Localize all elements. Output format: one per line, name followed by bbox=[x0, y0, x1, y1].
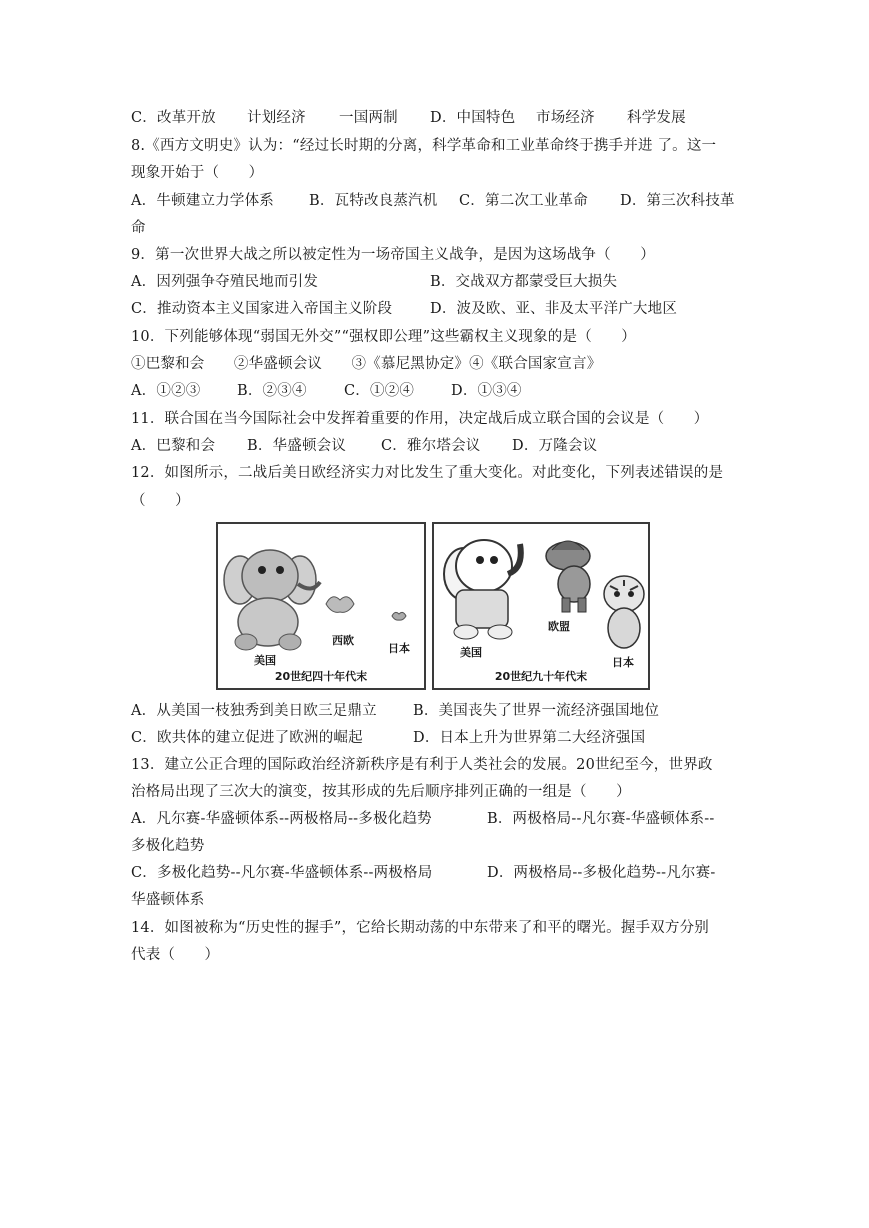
q13-option-b-wrap: 多极化趋势 bbox=[131, 838, 205, 854]
q7-option-d-2: 市场经济 bbox=[536, 110, 595, 126]
caption-1940s: 20世纪四十年代末 bbox=[274, 670, 368, 683]
q14-stem-2: 代表（ ） bbox=[131, 947, 220, 963]
label-western-europe: 西欧 bbox=[332, 634, 354, 647]
q13-option-b: B．两极格局--凡尔赛-华盛顿体系-- bbox=[487, 811, 715, 827]
q12-option-a: A．从美国一枝独秀到美日欧三足鼎立 bbox=[131, 703, 377, 719]
q9-option-a: A．因列强争夺殖民地而引发 bbox=[131, 274, 319, 290]
q8-option-d-wrap: 命 bbox=[131, 220, 146, 236]
q7-option-c-1: C．改革开放 bbox=[131, 110, 216, 126]
q13-stem-1: 13．建立公正合理的国际政治经济新秩序是有利于人类社会的发展。20世纪至今，世界政 bbox=[131, 757, 713, 773]
q9-stem: 9．第一次世界大战之所以被定性为一场帝国主义战争，是因为这场战争（ ） bbox=[131, 247, 655, 263]
q10-option-d: D．①③④ bbox=[451, 383, 522, 399]
q11-option-a: A．巴黎和会 bbox=[131, 438, 216, 454]
q7-option-d-3: 科学发展 bbox=[627, 110, 686, 126]
q14-stem-1: 14．如图被称为“历史性的握手”，它给长期动荡的中东带来了和平的曙光。握手双方分别 bbox=[131, 920, 709, 936]
label-usa-1940s: 美国 bbox=[254, 654, 276, 667]
label-japan-1940s: 日本 bbox=[388, 642, 410, 655]
figure-panel-1940s bbox=[216, 522, 426, 690]
q13-option-a: A．凡尔赛-华盛顿体系--两极格局--多极化趋势 bbox=[131, 811, 432, 827]
q9-option-b: B．交战双方都蒙受巨大损失 bbox=[430, 274, 618, 290]
q12-figure bbox=[216, 522, 650, 692]
label-usa-1990s: 美国 bbox=[460, 646, 482, 659]
elephant-illustration-small bbox=[218, 524, 424, 688]
q10-stem: 10．下列能够体现“弱国无外交”“强权即公理”这些霸权主义现象的是（ ） bbox=[131, 329, 636, 345]
q10-option-c: C．①②④ bbox=[344, 383, 415, 399]
q13-option-d: D．两极格局--多极化趋势--凡尔赛- bbox=[487, 865, 716, 881]
q7-option-c-2: 计划经济 bbox=[247, 110, 306, 126]
q9-option-d: D．波及欧、亚、非及太平洋广大地区 bbox=[430, 301, 678, 317]
q8-stem-1: 8.《西方文明史》认为：“经过长时期的分离，科学革命和工业革命终于携手并进 了。这一 bbox=[131, 138, 717, 154]
q10-option-a: A．①②③ bbox=[131, 383, 201, 399]
q11-stem: 11．联合国在当今国际社会中发挥着重要的作用，决定战后成立联合国的会议是（ ） bbox=[131, 411, 709, 427]
q9-option-c: C．推动资本主义国家进入帝国主义阶段 bbox=[131, 301, 393, 317]
q7-option-d-1: D．中国特色 bbox=[430, 110, 516, 126]
q7-option-c-3: 一国两制 bbox=[339, 110, 398, 126]
q8-option-c: C．第二次工业革命 bbox=[459, 193, 588, 209]
q13-option-c: C．多极化趋势--凡尔赛-华盛顿体系--两极格局 bbox=[131, 865, 433, 881]
q13-stem-2: 治格局出现了三次大的演变，按其形成的先后顺序排列正确的一组是（ ） bbox=[131, 784, 631, 800]
q8-stem-2: 现象开始于（ ） bbox=[131, 165, 264, 181]
q13-option-d-wrap: 华盛顿体系 bbox=[131, 892, 205, 908]
q12-option-d: D．日本上升为世界第二大经济强国 bbox=[413, 730, 646, 746]
caption-1990s: 20世纪九十年代末 bbox=[494, 670, 588, 683]
q11-option-c: C．雅尔塔会议 bbox=[381, 438, 481, 454]
q10-items: ①巴黎和会 ②华盛顿会议 ③《慕尼黑协定》④《联合国家宣言》 bbox=[131, 356, 602, 372]
q11-option-b: B．华盛顿会议 bbox=[247, 438, 347, 454]
label-japan-1990s: 日本 bbox=[612, 656, 634, 669]
q11-option-d: D．万隆会议 bbox=[512, 438, 598, 454]
q8-option-a: A．牛顿建立力学体系 bbox=[131, 193, 274, 209]
q12-option-b: B．美国丧失了世界一流经济强国地位 bbox=[413, 703, 660, 719]
q8-option-d: D．第三次科技革 bbox=[620, 193, 735, 209]
figure-panel-1990s bbox=[432, 522, 650, 690]
q8-option-b: B．瓦特改良蒸汽机 bbox=[309, 193, 438, 209]
q12-stem-2: （ ） bbox=[131, 493, 190, 509]
q10-option-b: B．②③④ bbox=[237, 383, 307, 399]
q12-option-c: C．欧共体的建立促进了欧洲的崛起 bbox=[131, 730, 363, 746]
q12-stem-1: 12．如图所示，二战后美日欧经济实力对比发生了重大变化。对此变化，下列表述错误的是 bbox=[131, 465, 724, 481]
label-eu: 欧盟 bbox=[548, 620, 570, 633]
